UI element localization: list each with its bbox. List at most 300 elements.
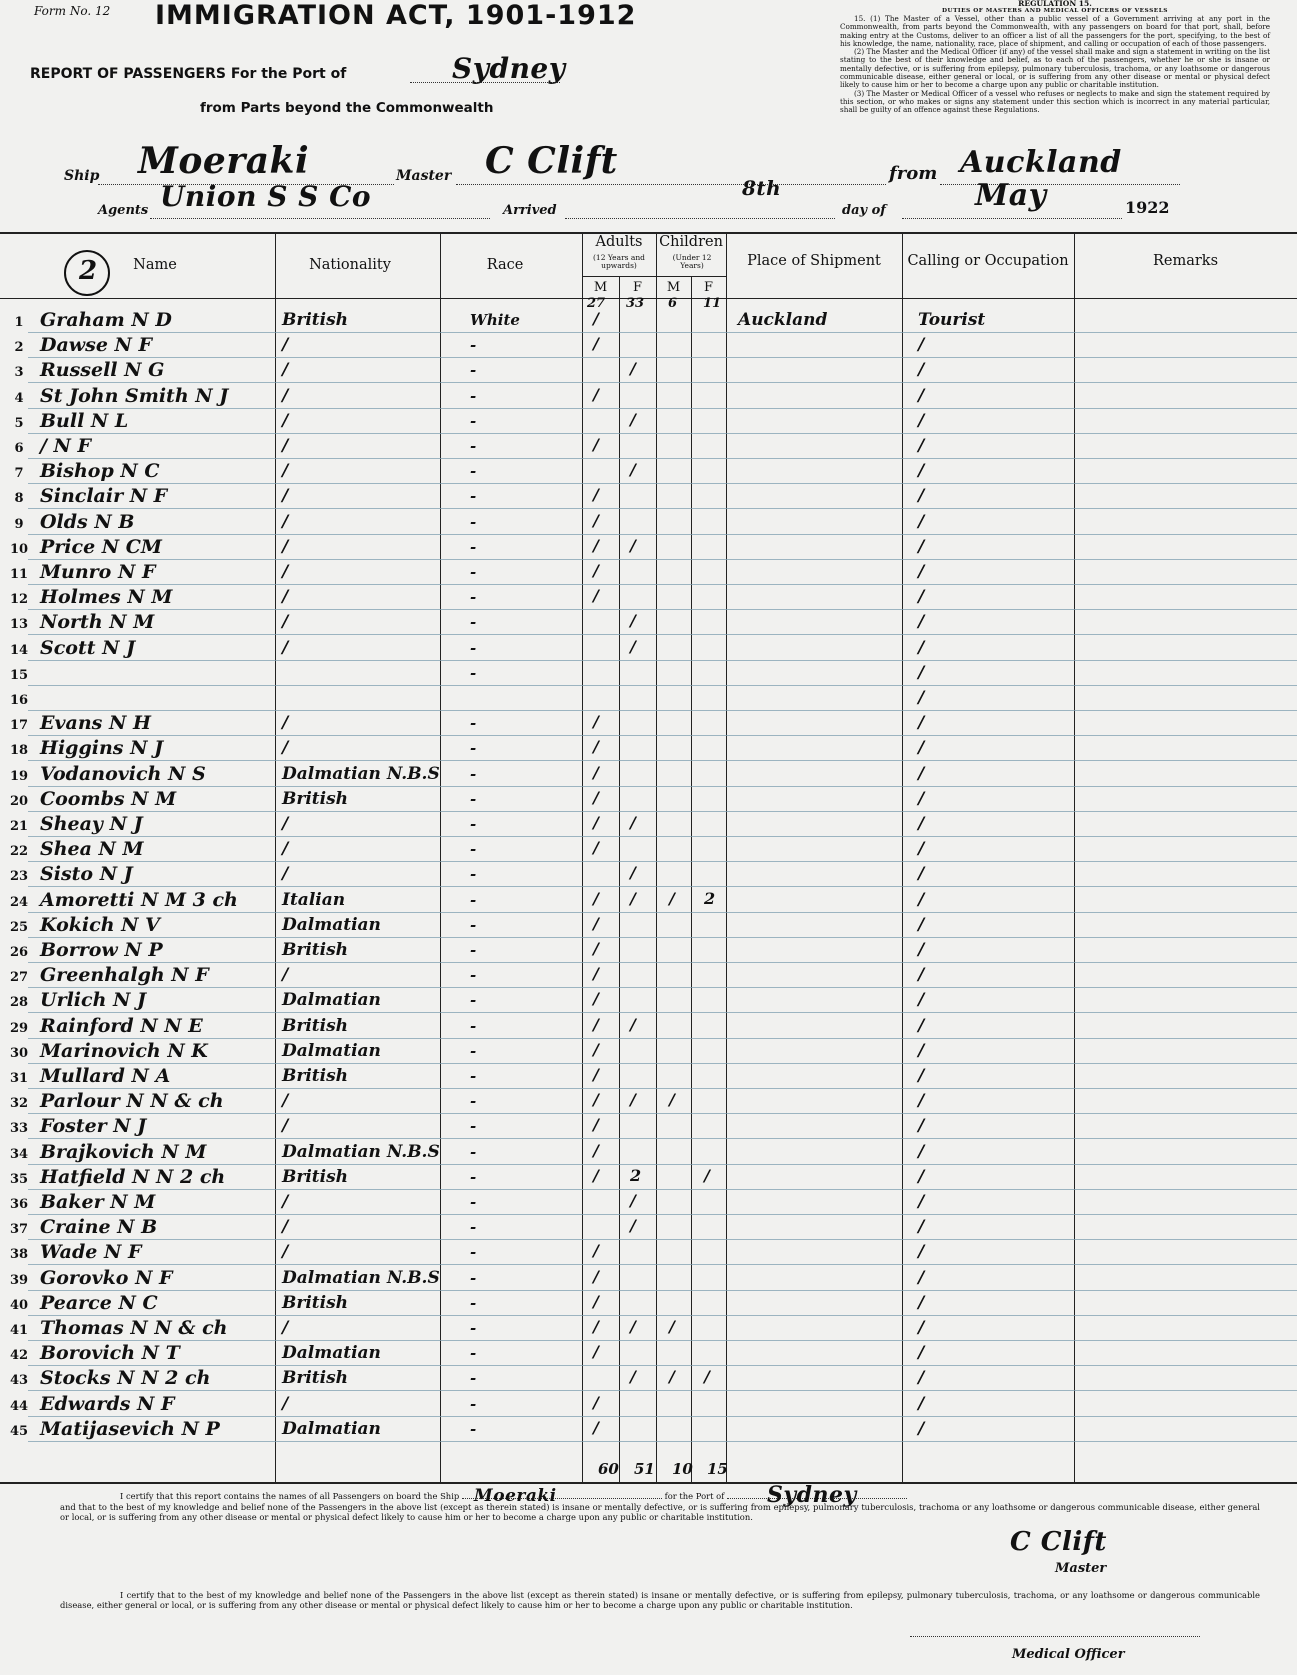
cell-nat: / xyxy=(282,511,289,532)
row-number: 30 xyxy=(9,1045,29,1061)
cell-am: / xyxy=(593,1090,599,1110)
cell-race: - xyxy=(470,588,477,607)
cell-cf: / xyxy=(704,1165,710,1185)
regulation-heading: REGULATION 15. xyxy=(1018,0,1092,8)
carried-total-cf: 11 xyxy=(703,296,722,311)
cell-nat: / xyxy=(282,385,289,406)
row-rule xyxy=(28,886,1297,887)
cell-race: - xyxy=(470,1218,477,1237)
medical-caption: Medical Officer xyxy=(1012,1647,1125,1662)
regulation-p1: 15. (1) The Master of a Vessel, other than a public vessel of a Government arriving at any port in the Commonwealth, from parts beyond the Commonwealth, with any passengers on board for that port, shall, before making entry at the Customs, deliver to an officer a list of all the passengers for the port, specifying, to the best of his knowledge, the name, nationality, race, place of shipment, and calling or occupation of each of those passengers. xyxy=(840,14,1270,48)
cell-occ: / xyxy=(918,1192,925,1212)
cell-occ: / xyxy=(918,1116,925,1137)
row-number: 41 xyxy=(9,1323,29,1338)
row-rule xyxy=(28,1164,1297,1165)
cell-race: - xyxy=(470,537,477,556)
row-rule xyxy=(28,634,1297,635)
cell-race: - xyxy=(470,1344,477,1363)
cell-race: - xyxy=(470,512,477,531)
row-number: 9 xyxy=(14,516,24,532)
cell-af: / xyxy=(630,1014,636,1034)
cell-race: - xyxy=(470,1167,477,1186)
cell-cm: / xyxy=(669,888,675,908)
cell-nat: / xyxy=(282,335,289,356)
agents-label: Agents xyxy=(98,203,149,218)
cell-af: / xyxy=(630,636,636,656)
cell-name: Higgins N J xyxy=(40,737,164,760)
cell-nat: / xyxy=(282,864,289,885)
cell-race: - xyxy=(470,1117,477,1136)
row-number: 28 xyxy=(9,995,29,1011)
cell-occ: / xyxy=(918,1141,925,1162)
cell-occ: / xyxy=(918,486,925,507)
row-number: 27 xyxy=(9,970,29,986)
cell-name: Foster N J xyxy=(40,1115,147,1138)
cell-nat: / xyxy=(282,1091,289,1112)
cell-am: / xyxy=(593,1115,599,1135)
cell-occ: / xyxy=(918,763,925,784)
cell-race: - xyxy=(470,411,477,430)
cell-nat: / xyxy=(282,536,289,557)
cell-race: - xyxy=(470,1268,477,1287)
cell-name: St John Smith N J xyxy=(40,384,229,407)
row-rule xyxy=(28,987,1297,988)
cell-nat: Dalmatian xyxy=(282,1418,381,1439)
cell-nat: British xyxy=(282,788,349,809)
cell-race: - xyxy=(470,1016,477,1035)
row-number: 1 xyxy=(14,315,24,330)
row-rule xyxy=(28,1340,1297,1341)
col-adults-m: M xyxy=(593,280,608,295)
cell-name: Edwards N F xyxy=(40,1392,175,1415)
cell-nat: / xyxy=(282,1192,289,1212)
cell-race: - xyxy=(470,941,477,959)
row-rule xyxy=(28,1365,1297,1366)
col-children-m: M xyxy=(666,280,681,295)
cell-name: Sisto N J xyxy=(40,863,133,886)
cell-occ: / xyxy=(918,612,925,633)
vline-name xyxy=(275,232,276,1482)
final-total-af: 51 xyxy=(634,1460,655,1478)
cell-occ: / xyxy=(918,511,925,532)
cell-race: - xyxy=(470,714,477,733)
cell-occ: / xyxy=(918,839,925,860)
cell-name: Price N CM xyxy=(40,535,162,558)
row-rule xyxy=(28,1390,1297,1391)
cell-name: Graham N D xyxy=(40,309,172,331)
form-number: Form No. 12 xyxy=(34,4,111,18)
cell-race: - xyxy=(470,361,477,380)
cell-name: / N F xyxy=(40,435,92,457)
row-rule xyxy=(28,861,1297,862)
cell-cf: 2 xyxy=(704,888,716,908)
cell-nat: / xyxy=(282,1242,289,1263)
cell-occ: / xyxy=(918,1368,925,1389)
cell-name: Olds N B xyxy=(40,510,135,533)
port-value: Sydney xyxy=(452,52,566,85)
cell-occ: / xyxy=(918,1217,925,1238)
cell-am: / xyxy=(593,939,599,958)
cell-race: - xyxy=(470,1369,477,1388)
medical-signature-line xyxy=(910,1634,1200,1637)
cell-race: - xyxy=(470,815,477,833)
cell-nat: / xyxy=(282,612,289,633)
cell-nat: Dalmatian xyxy=(282,914,381,935)
cell-af: / xyxy=(630,535,636,555)
cell-nat: / xyxy=(282,436,289,456)
row-number: 16 xyxy=(9,693,29,708)
row-rule xyxy=(28,811,1297,812)
cert1-port-field xyxy=(727,1482,907,1508)
cell-race: - xyxy=(470,1319,477,1337)
cell-occ: / xyxy=(918,738,925,759)
cert1-a: I certify that this report contains the names of all Passengers on board the Ship xyxy=(120,1491,460,1501)
row-number: 3 xyxy=(14,365,24,381)
row-rule xyxy=(28,912,1297,913)
cell-nat: British xyxy=(282,1066,349,1086)
cell-nat: / xyxy=(282,587,289,608)
cell-occ: / xyxy=(918,1091,925,1112)
row-number: 6 xyxy=(14,441,24,456)
row-rule xyxy=(28,357,1297,358)
row-rule xyxy=(28,1416,1297,1417)
cell-am: / xyxy=(593,1241,599,1261)
cell-race: - xyxy=(470,1067,477,1085)
row-number: 5 xyxy=(14,415,24,431)
cell-af: / xyxy=(630,1090,636,1110)
row-rule xyxy=(28,836,1297,837)
cell-name: Scott N J xyxy=(40,636,136,659)
cell-af: / xyxy=(630,863,636,883)
cell-race: - xyxy=(470,966,477,985)
row-rule xyxy=(28,559,1297,560)
cell-cm: / xyxy=(669,1367,675,1387)
row-number: 7 xyxy=(14,466,24,482)
row-number: 15 xyxy=(9,667,29,683)
row-number: 44 xyxy=(9,1398,29,1414)
row-number: 40 xyxy=(9,1297,29,1313)
row-number: 43 xyxy=(9,1373,29,1389)
cell-name: Baker N M xyxy=(40,1191,156,1213)
cell-occ: / xyxy=(918,637,925,658)
row-number: 19 xyxy=(9,768,29,784)
cell-name: Stocks N N 2 ch xyxy=(40,1367,211,1390)
header-sub-rule xyxy=(582,276,726,277)
cell-af: / xyxy=(630,460,636,480)
col-place-of-shipment: Place of Shipment xyxy=(747,253,881,269)
cell-am: / xyxy=(593,1065,599,1084)
cell-occ: / xyxy=(918,562,925,582)
col-adults-f: F xyxy=(632,280,643,295)
cell-occ: / xyxy=(918,1267,925,1288)
cell-am: / xyxy=(593,1392,599,1412)
row-number: 20 xyxy=(9,793,29,809)
row-number: 31 xyxy=(9,1071,29,1086)
cell-af: / xyxy=(630,359,636,379)
cell-nat: Dalmatian N.B.S xyxy=(282,1267,440,1288)
cell-name: Kokich N V xyxy=(40,913,160,936)
cell-nat: / xyxy=(282,637,289,658)
col-race: Race xyxy=(486,257,524,273)
cell-race: White xyxy=(470,311,520,329)
cell-occ: / xyxy=(918,385,925,406)
cell-am: / xyxy=(593,485,599,505)
sheet-number-circle xyxy=(64,250,110,296)
master-signature: C Clift xyxy=(1010,1527,1107,1557)
cell-occ: / xyxy=(918,410,925,431)
row-rule xyxy=(28,1138,1297,1139)
cell-name: Marinovich N K xyxy=(40,1039,208,1062)
cell-am: / xyxy=(593,1140,599,1160)
row-rule xyxy=(28,1315,1297,1316)
row-rule xyxy=(28,710,1297,711)
cert1-b: for the Port of xyxy=(664,1491,725,1501)
cell-occ: / xyxy=(918,335,925,356)
cell-name: Dawse N F xyxy=(40,334,153,357)
cell-occ: / xyxy=(918,360,925,381)
regulation-block xyxy=(840,0,1270,115)
cell-nat: Dalmatian xyxy=(282,1343,381,1364)
cell-race: - xyxy=(470,1092,477,1111)
cell-race: - xyxy=(470,1419,477,1438)
arrived-day: 8th xyxy=(742,176,782,200)
row-number: 11 xyxy=(9,567,29,582)
row-rule xyxy=(28,1264,1297,1265)
row-rule xyxy=(28,1239,1297,1240)
cell-race: - xyxy=(470,1193,477,1211)
year-value: 1922 xyxy=(1125,198,1170,217)
row-number: 36 xyxy=(9,1197,29,1212)
cell-name: Sheay N J xyxy=(40,813,143,835)
cell-occ: / xyxy=(918,1318,925,1338)
cell-am: / xyxy=(593,384,599,404)
cell-race: - xyxy=(470,991,477,1010)
cell-name: Hatfield N N 2 ch xyxy=(40,1165,226,1188)
cell-occ: / xyxy=(918,788,925,809)
agents-value: Union S S Co xyxy=(160,180,372,213)
cell-name: Amoretti N M 3 ch xyxy=(40,888,238,911)
cell-occ: / xyxy=(918,1418,925,1439)
regulation-p3: (3) The Master or Medical Officer of a vessel who refuses or neglects to make and sign the statement required by this section, or who makes or signs any statement under this section which is incorrect in any material particular, shall be guilty of an offence against these Regulations. xyxy=(840,88,1270,115)
cell-nat: / xyxy=(282,965,289,986)
row-rule xyxy=(28,1088,1297,1089)
cell-nat: / xyxy=(282,839,289,860)
cell-race: - xyxy=(470,915,477,934)
row-rule xyxy=(28,584,1297,585)
cell-race: - xyxy=(470,336,477,355)
cell-name: Bull N L xyxy=(40,409,129,432)
from-label: from xyxy=(889,163,938,184)
cert1-port: Sydney xyxy=(766,1482,857,1508)
row-number: 29 xyxy=(9,1020,29,1036)
cell-name: Borovich N T xyxy=(40,1342,180,1365)
regulation-subheading: DUTIES OF MASTERS AND MEDICAL OFFICERS OF VESSELS xyxy=(942,8,1168,14)
row-rule xyxy=(28,1214,1297,1215)
row-rule xyxy=(28,609,1297,610)
row-number: 45 xyxy=(9,1423,29,1439)
carried-total-am: 27 xyxy=(587,296,606,311)
cell-name: Craine N B xyxy=(40,1216,158,1239)
cert1-line1 xyxy=(60,1482,1260,1508)
cell-af: / xyxy=(630,409,636,429)
cell-am: / xyxy=(593,1266,599,1286)
port-field xyxy=(410,52,566,85)
cell-name: Shea N M xyxy=(40,838,144,861)
cell-name: Sinclair N F xyxy=(40,485,168,508)
row-rule xyxy=(28,1012,1297,1013)
row-rule xyxy=(28,1290,1297,1291)
row-rule xyxy=(28,332,1297,333)
cell-am: / xyxy=(593,1342,599,1362)
cell-nat: / xyxy=(282,1393,289,1414)
master-caption: Master xyxy=(1055,1561,1107,1576)
cell-nat: / xyxy=(282,562,289,582)
cell-am: / xyxy=(593,1417,599,1437)
cell-am: / xyxy=(593,1291,599,1311)
cell-am: / xyxy=(593,913,599,933)
cell-af: / xyxy=(630,611,636,631)
cell-occ: / xyxy=(918,436,925,456)
from-parts: from Parts beyond the Commonwealth xyxy=(200,100,494,116)
vline-place xyxy=(902,232,903,1482)
cell-am: / xyxy=(593,586,599,606)
row-number: 12 xyxy=(9,592,29,608)
cell-race: - xyxy=(470,840,477,859)
cell-am: / xyxy=(593,309,599,328)
col-name: Name xyxy=(133,257,177,273)
cell-occ: Tourist xyxy=(918,310,986,330)
cell-cm: / xyxy=(669,1090,675,1110)
cell-occ: / xyxy=(918,587,925,608)
cell-occ: / xyxy=(918,1343,925,1364)
row-number: 13 xyxy=(9,617,29,633)
cell-occ: / xyxy=(918,688,925,708)
cell-nat: British xyxy=(282,1292,349,1313)
row-rule xyxy=(28,534,1297,535)
row-number: 17 xyxy=(9,718,29,734)
cell-name: Wade N F xyxy=(40,1241,142,1264)
cell-af: / xyxy=(630,1216,636,1236)
ship-label: Ship xyxy=(64,168,100,184)
cell-nat: Italian xyxy=(282,889,346,910)
cell-race: - xyxy=(470,739,477,758)
cell-am: / xyxy=(593,1165,599,1185)
cell-place: Auckland xyxy=(738,310,828,330)
cell-occ: / xyxy=(918,1066,925,1086)
row-number: 39 xyxy=(9,1272,29,1288)
cell-name: Vodanovich N S xyxy=(40,762,206,785)
cell-am: / xyxy=(593,712,599,732)
row-number: 14 xyxy=(9,642,29,658)
cell-name: Greenhalgh N F xyxy=(40,964,209,987)
row-number: 10 xyxy=(9,541,29,557)
cell-nat: / xyxy=(282,461,289,482)
row-rule xyxy=(28,1063,1297,1064)
cell-occ: / xyxy=(918,1242,925,1263)
cell-name: Russell N G xyxy=(40,359,165,382)
vline-calling xyxy=(1074,232,1075,1482)
cell-am: / xyxy=(593,510,599,530)
cell-am: / xyxy=(593,888,599,908)
from-value: Auckland xyxy=(960,145,1122,180)
cell-am: / xyxy=(593,838,599,858)
vline-adults xyxy=(656,232,657,1482)
header-bottom-rule xyxy=(0,298,1297,299)
cell-name: Munro N F xyxy=(40,561,156,583)
row-rule xyxy=(28,382,1297,383)
vline-adults-mf xyxy=(619,276,620,1482)
row-number: 37 xyxy=(9,1222,29,1238)
cell-am: / xyxy=(593,435,599,454)
cell-race: - xyxy=(470,437,477,455)
cell-af: / xyxy=(630,1317,636,1336)
table-bottom-rule xyxy=(0,1482,1297,1484)
cell-occ: / xyxy=(918,990,925,1011)
cell-am: / xyxy=(593,813,599,832)
carried-total-cm: 6 xyxy=(668,296,678,311)
report-title: REPORT OF PASSENGERS For the Port of xyxy=(30,66,347,82)
cell-nat: / xyxy=(282,1318,289,1338)
cell-race: - xyxy=(470,764,477,783)
cell-race: - xyxy=(470,487,477,506)
cell-nat: / xyxy=(282,738,289,759)
row-rule xyxy=(28,735,1297,736)
row-rule xyxy=(28,483,1297,484)
cell-nat: British xyxy=(282,1015,349,1036)
cell-occ: / xyxy=(918,914,925,935)
cell-race: - xyxy=(470,1041,477,1060)
cell-nat: British xyxy=(282,1368,349,1389)
cell-nat: / xyxy=(282,713,289,734)
cell-af: / xyxy=(630,813,636,832)
cell-name: Borrow N P xyxy=(40,939,163,961)
cell-race: - xyxy=(470,1293,477,1312)
row-number: 34 xyxy=(9,1146,29,1162)
month-value: May xyxy=(975,178,1047,213)
row-number: 2 xyxy=(14,340,24,356)
master-value: C Clift xyxy=(485,140,618,182)
row-rule xyxy=(28,786,1297,787)
row-number: 4 xyxy=(14,390,24,406)
vline-children xyxy=(726,232,727,1482)
carried-total-af: 33 xyxy=(626,296,645,311)
arrived-label: Arrived xyxy=(503,203,557,218)
row-number: 22 xyxy=(9,844,29,860)
col-adults: Adults xyxy=(595,234,643,250)
cell-nat: / xyxy=(282,814,289,834)
col-children: Children xyxy=(659,234,723,250)
cell-race: - xyxy=(470,789,477,808)
row-rule xyxy=(28,1038,1297,1039)
cell-occ: / xyxy=(918,889,925,910)
row-rule xyxy=(28,458,1297,459)
master-label: Master xyxy=(396,168,452,184)
cell-name: Coombs N M xyxy=(40,787,177,810)
cert1-body: and that to the best of my knowledge and belief none of the Passengers in the above list (except as therein stated) is insane or mentally defective, or is suffering from epilepsy, pulmonary tuberculosis, trachoma or any loathsome or dangerous communicable disease, either general or local, or is suffering from any other disease or mental or physical defect likely to cause him or her to become a charge upon any public or charitable institution. xyxy=(60,1502,1260,1522)
cell-race: - xyxy=(470,663,477,682)
col-remarks: Remarks xyxy=(1152,253,1219,269)
cell-name: Holmes N M xyxy=(40,586,173,609)
cell-race: - xyxy=(470,462,477,481)
row-rule xyxy=(28,937,1297,938)
row-number: 21 xyxy=(9,819,29,834)
final-total-am: 60 xyxy=(598,1460,619,1478)
cell-cf: / xyxy=(704,1367,710,1387)
cell-occ: / xyxy=(918,713,925,734)
cell-race: - xyxy=(470,613,477,632)
cell-race: - xyxy=(470,865,477,884)
cell-occ: / xyxy=(918,461,925,482)
